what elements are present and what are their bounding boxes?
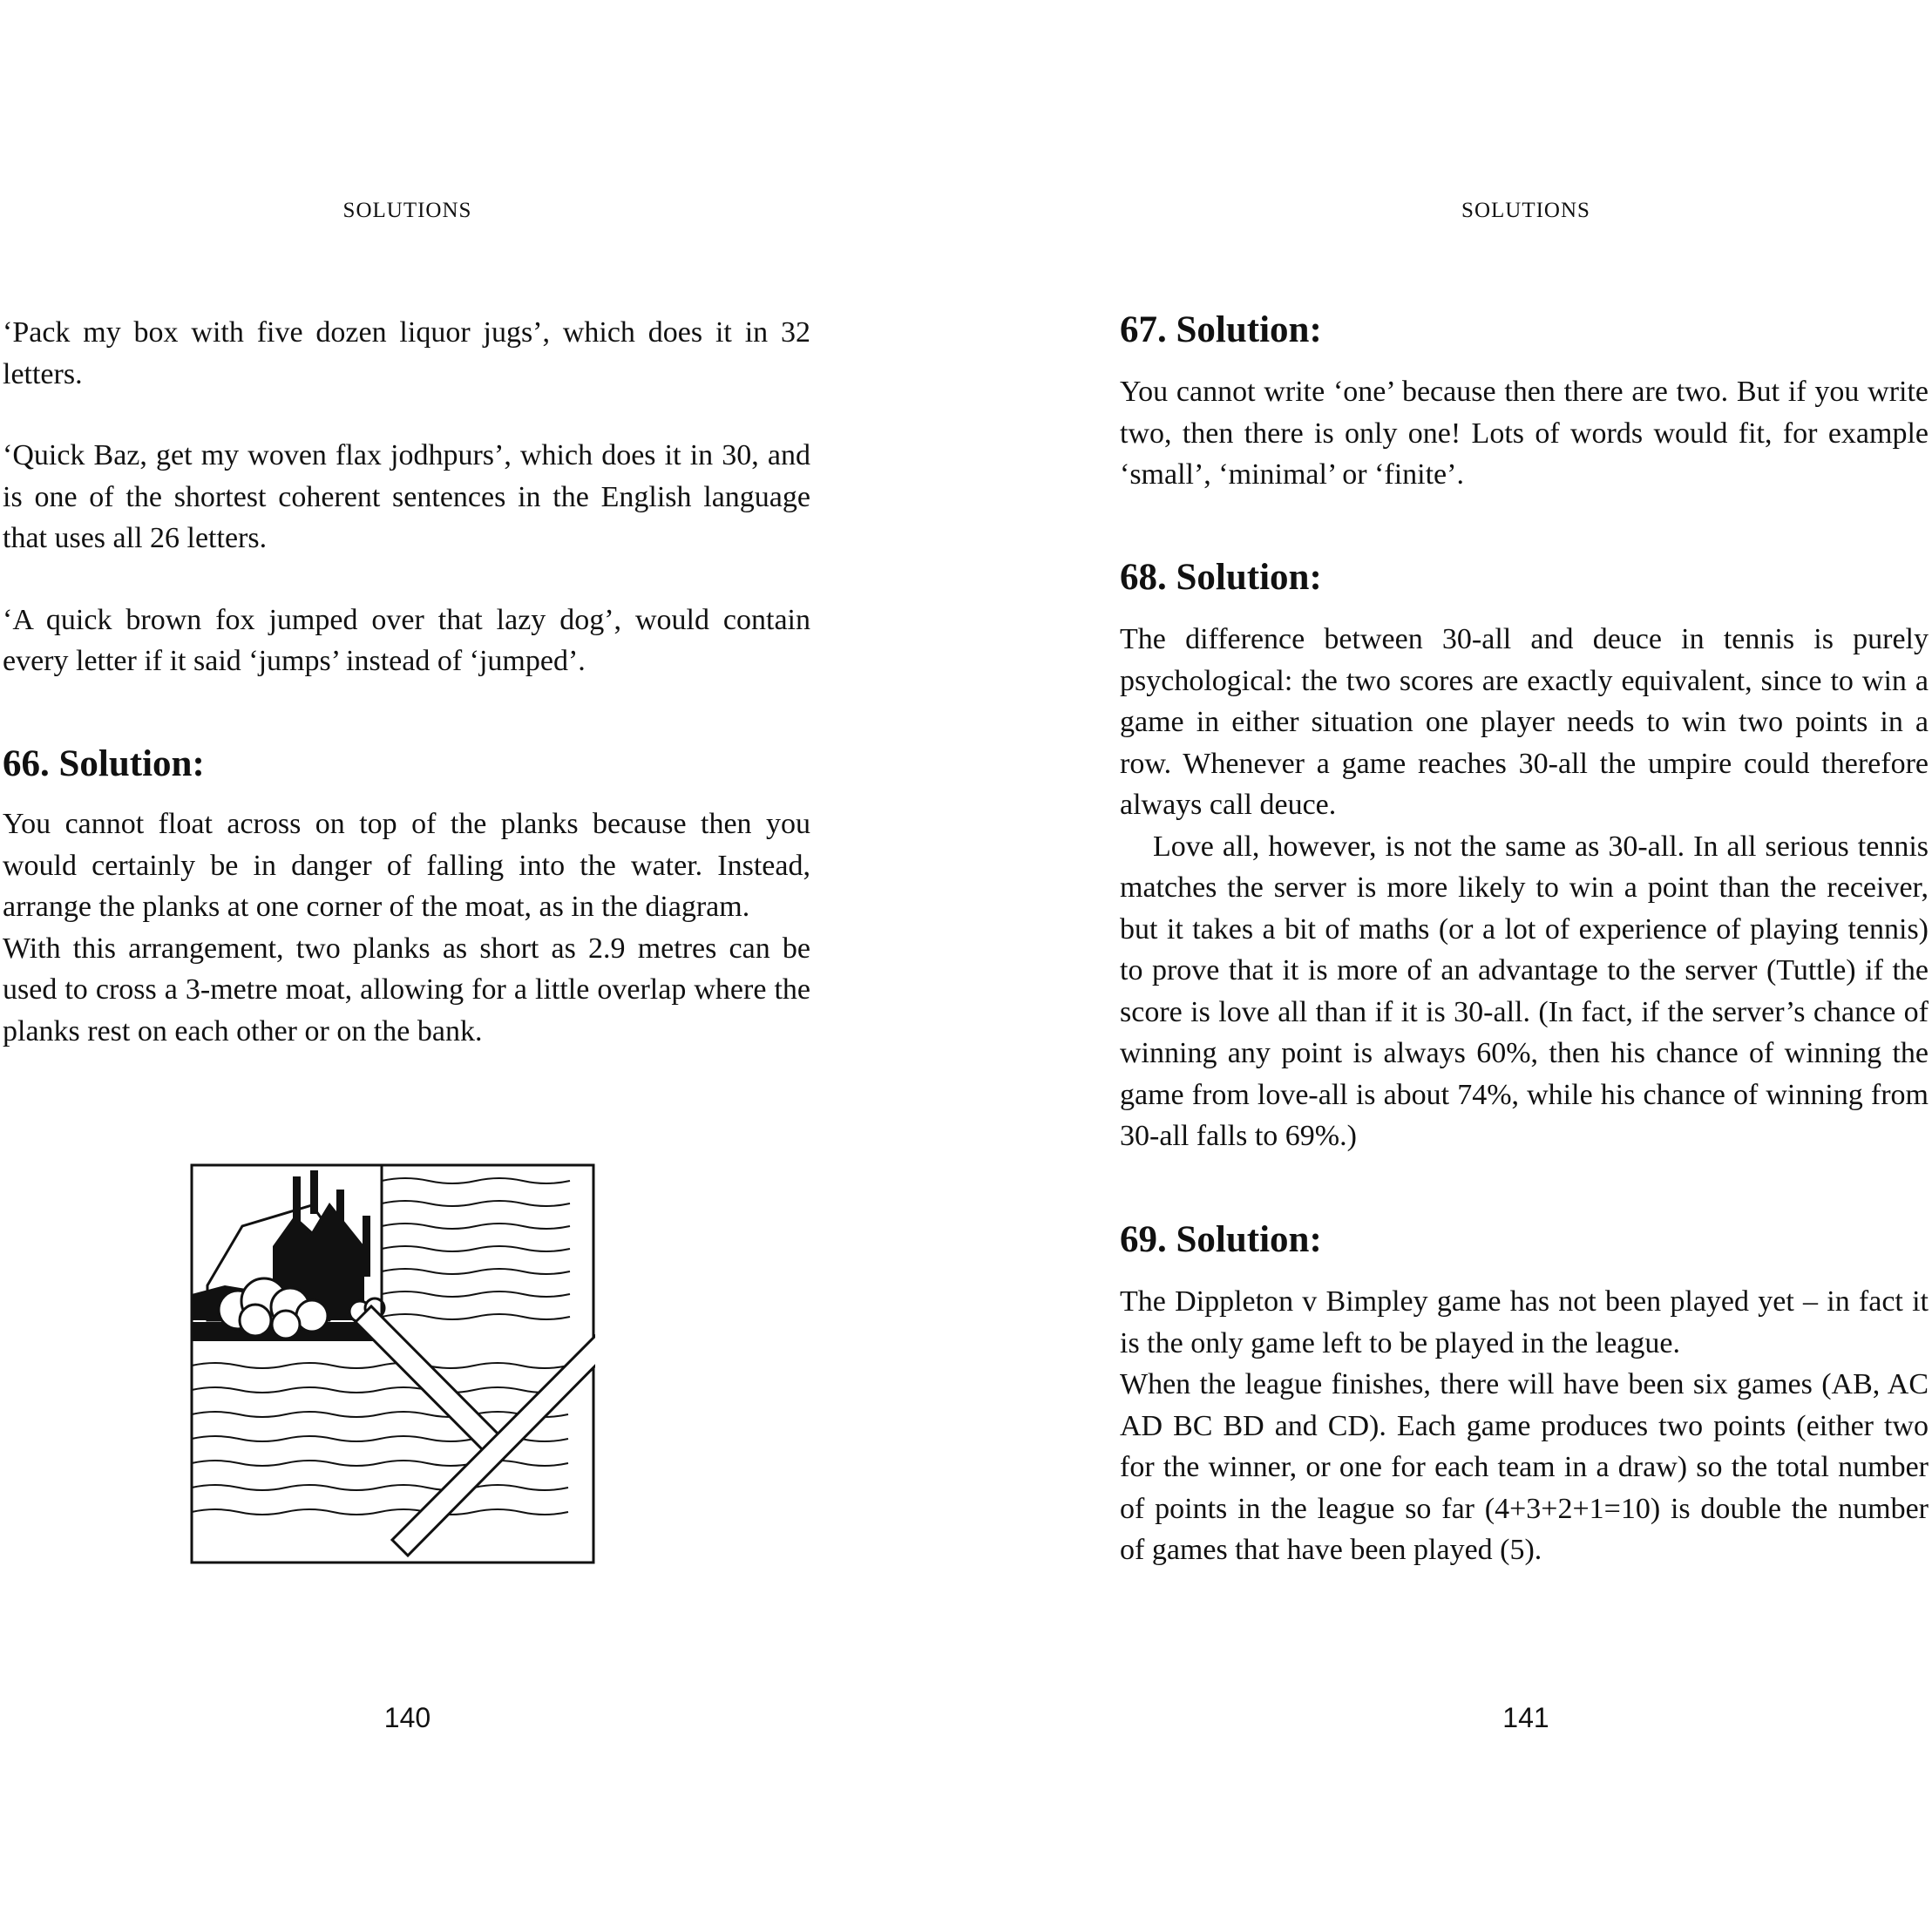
running-head-right: SOLUTIONS	[1461, 199, 1590, 222]
solution-68-heading: 68. Solution:	[1120, 557, 1322, 598]
solution-69-paragraph-1: The Dippleton v Bimpley game has not been played yet – in fact it is the only game left to be played in the league.	[1120, 1285, 1929, 1359]
solution-68-paragraph-2: Love all, however, is not the same as 30-all. In all serious tennis matches the server is more likely to win a point than the receiver, but it takes a bit of maths (or a lot of experience of playing tennis) to prove that it is more of an advantage to the server (Tuttle) if the score is love all than if it is 30-all. (In fact, if the server’s chance of winning any point is always 60%, then his chance of winning the game from love-all is about 74%, while his chance of winning from 30-all falls to 69%.)	[1120, 830, 1929, 1152]
solution-67-paragraph-1: You cannot write ‘one’ because then there are two. But if you write two, then there is only one! Lots of words would fit, for example ‘small’, ‘minimal’ or ‘finite’.	[1120, 376, 1929, 491]
solution-66-paragraph-2: With this arrangement, two planks as short as 2.9 metres can be used to cross a 3-metre moat, allowing for a little overlap where the planks rest on each other or on the bank.	[3, 932, 810, 1047]
solution-68	[1120, 556, 1929, 1157]
solution-66-paragraph-1: You cannot float across on top of the planks because then you would certainly be in danger of falling into the water. Instead, arrange the planks at one corner of the moat, as in the diagram.	[3, 808, 810, 923]
solution-67-heading: 67. Solution:	[1120, 309, 1322, 350]
running-head-left: SOLUTIONS	[342, 199, 472, 222]
intro-paragraph-3: ‘A quick brown fox jumped over that lazy dog’, would contain every letter if it said ‘jumps’ instead of ‘jumped’.	[3, 603, 810, 677]
solution-69	[1120, 1218, 1929, 1571]
page-number-left: 140	[383, 1702, 431, 1733]
intro-paragraph-2: ‘Quick Baz, get my woven flax jodhpurs’, which does it in 30, and is one of the shortest coherent sentences in the English language that uses all 26 letters.	[3, 439, 810, 554]
solution-68-paragraph-1: The difference between 30-all and deuce in tennis is purely psychological: the two scores are exactly equivalent, since to win a game in either situation one player needs to win two points in a row. Whenever a game reaches 30-all the umpire could therefore always call deuce.	[1120, 623, 1929, 821]
solution-69-paragraph-2: When the league finishes, there will have been six games (AB, AC AD BC BD and CD). Each game produces two points (either two for the winner, or one for each team in a draw) so the total number of points in the league so far (4+3+2+1=10) is double the number of games that have been played (5).	[1120, 1368, 1929, 1566]
solution-66-heading: 66. Solution:	[3, 743, 205, 784]
intro-paragraph-1: ‘Pack my box with five dozen liquor jugs’, which does it in 32 letters.	[3, 316, 810, 390]
left-page	[0, 0, 815, 1932]
right-page	[1120, 0, 1932, 1932]
left-text-column	[3, 312, 810, 682]
solution-66	[3, 742, 810, 1052]
page-number-right: 141	[1502, 1702, 1549, 1733]
solution-67	[1120, 308, 1929, 496]
plank-short	[356, 1306, 508, 1460]
moat-diagram	[190, 1163, 595, 1564]
solution-69-heading: 69. Solution:	[1120, 1219, 1322, 1260]
